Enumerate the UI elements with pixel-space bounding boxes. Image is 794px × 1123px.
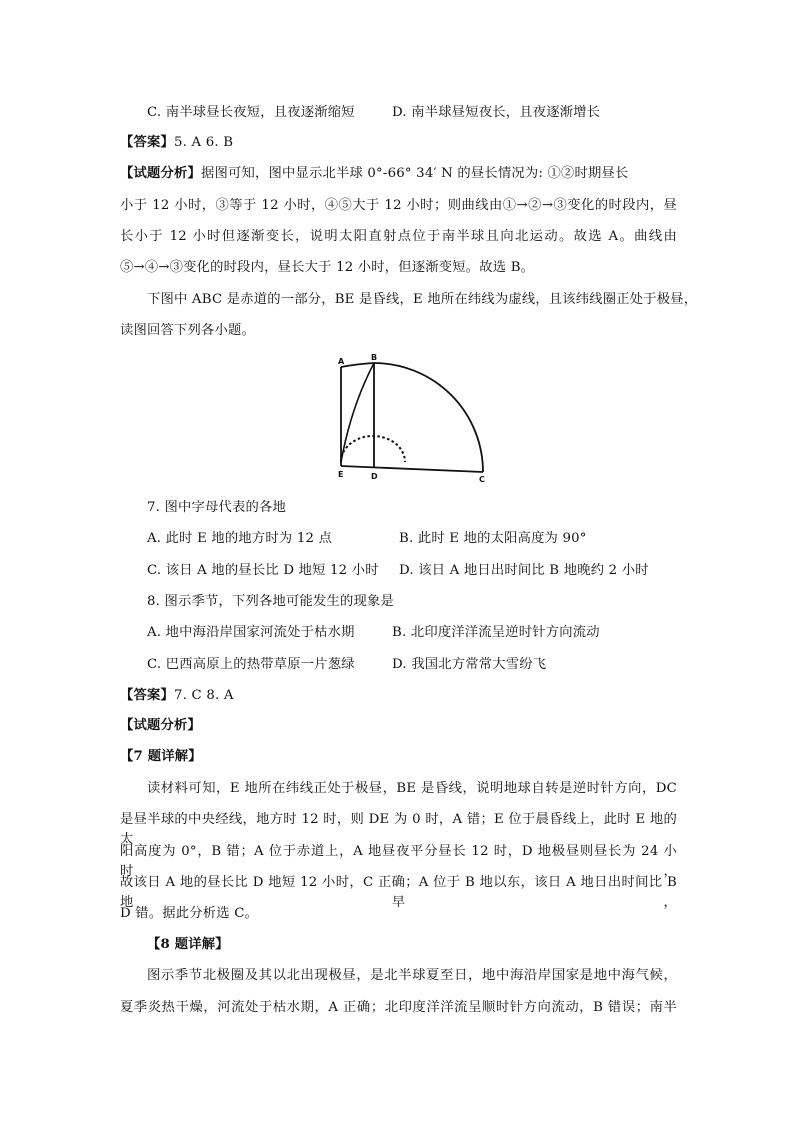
analysis-2-label: 【试题分析】: [120, 718, 201, 733]
q6-option-c: C. 南半球昼长夜短，且夜逐渐缩短: [147, 105, 355, 120]
answer-1-text: 5. A 6. B: [174, 135, 234, 150]
q8-stem: 8. 图示季节，下列各地可能发生的现象是: [147, 594, 394, 609]
detail-7-line3: 阳高度为 0°，B 错；A 位于赤道上，A 地昼夜平分昼长 12 时，D 地极昼则昼长为 24 小时，: [120, 844, 677, 879]
q7-option-b: B. 此时 E 地的太阳高度为 90°: [399, 531, 587, 546]
q7-option-c: C. 该日 A 地的昼长比 D 地短 12 小时: [147, 563, 379, 578]
detail-7-line4: 故该日 A 地的昼长比 D 地短 12 小时，C 正确；A 位于 B 地以东，该日 A 地日出时间比 B 地早，: [120, 875, 677, 910]
analysis-1-line1-text: 据图可知，图中显示北半球 0°-66° 34′ N 的昼长情况为: ①②时期昼长: [200, 166, 629, 181]
analysis-1-line2: 小于 12 小时，③等于 12 小时，④⑤大于 12 小时；则曲线由①→②→③变化的时段内，昼: [120, 198, 677, 213]
q7-option-a: A. 此时 E 地的地方时为 12 点: [147, 531, 333, 546]
equator-terminator-figure: [335, 352, 495, 488]
analysis-1-line3: 长小于 12 小时但逐渐变长，说明太阳直射点位于南半球且向北运动。故选 A。曲线由: [120, 229, 677, 244]
intro-line1: 下图中 ABC 是赤道的一部分，BE 是昏线，E 地所在纬线为虚线，且该纬线圈正处于极昼，: [147, 292, 698, 307]
label-a: A: [338, 357, 345, 366]
detail-8-line1: 图示季节北极圈及其以北出现极昼，是北半球夏至日，地中海沿岸国家是地中海气候，: [147, 968, 677, 983]
label-e: E: [338, 470, 344, 479]
q8-option-c: C. 巴西高原上的热带草原一片葱绿: [147, 657, 355, 672]
detail-8-label: 【8 题详解】: [147, 937, 229, 952]
label-d: D: [371, 472, 378, 481]
analysis-1-line4: ⑤→④→③变化的时段内，昼长大于 12 小时，但逐渐变短。故选 B。: [120, 260, 535, 275]
detail-7-line1: 读材料可知，E 地所在纬线正处于极昼，BE 是昏线，说明地球自转是逆时针方向，DC: [147, 781, 677, 796]
answer-1: [120, 133, 233, 153]
q8-option-a: A. 地中海沿岸国家河流处于枯水期: [147, 625, 355, 640]
answer-2: [120, 686, 234, 706]
q8-option-b: B. 北印度洋洋流呈逆时针方向流动: [392, 625, 600, 640]
arc-b-c: [374, 363, 483, 472]
label-b: B: [371, 353, 378, 362]
detail-7-line5: D 错。据此分析选 C。: [120, 906, 259, 921]
figure-svg: [335, 352, 495, 488]
detail-8-line2: 夏季炎热干燥，河流处于枯水期，A 正确；北印度洋洋流呈顺时针方向流动，B 错误；南半: [120, 1000, 677, 1015]
detail-7-line2: 是昼半球的中央经线，地方时 12 时，则 DE 为 0 时，A 错；E 位于晨昏线上，此时 E 地的太: [120, 812, 677, 847]
answer-2-label: 【答案】: [120, 688, 174, 703]
label-c: C: [479, 475, 485, 484]
line-e-c: [341, 466, 483, 472]
intro-line2: 读图回答下列各小题。: [120, 323, 255, 338]
q8-option-d: D. 我国北方常常大雪纷飞: [392, 657, 547, 672]
analysis-1-line1: [120, 164, 628, 184]
dashed-latitude: [341, 436, 405, 462]
detail-7-label: 【7 题详解】: [120, 749, 202, 764]
q7-option-d: D. 该日 A 地日出时间比 B 地晚约 2 小时: [399, 563, 649, 578]
arc-a-b: [341, 363, 374, 367]
analysis-1-label: 【试题分析】: [120, 166, 201, 181]
answer-2-text: 7. C 8. A: [174, 688, 234, 703]
q7-stem: 7. 图中字母代表的各地: [147, 500, 286, 515]
answer-1-label: 【答案】: [120, 135, 174, 150]
q6-option-d: D. 南半球昼短夜长，且夜逐渐增长: [392, 105, 601, 120]
